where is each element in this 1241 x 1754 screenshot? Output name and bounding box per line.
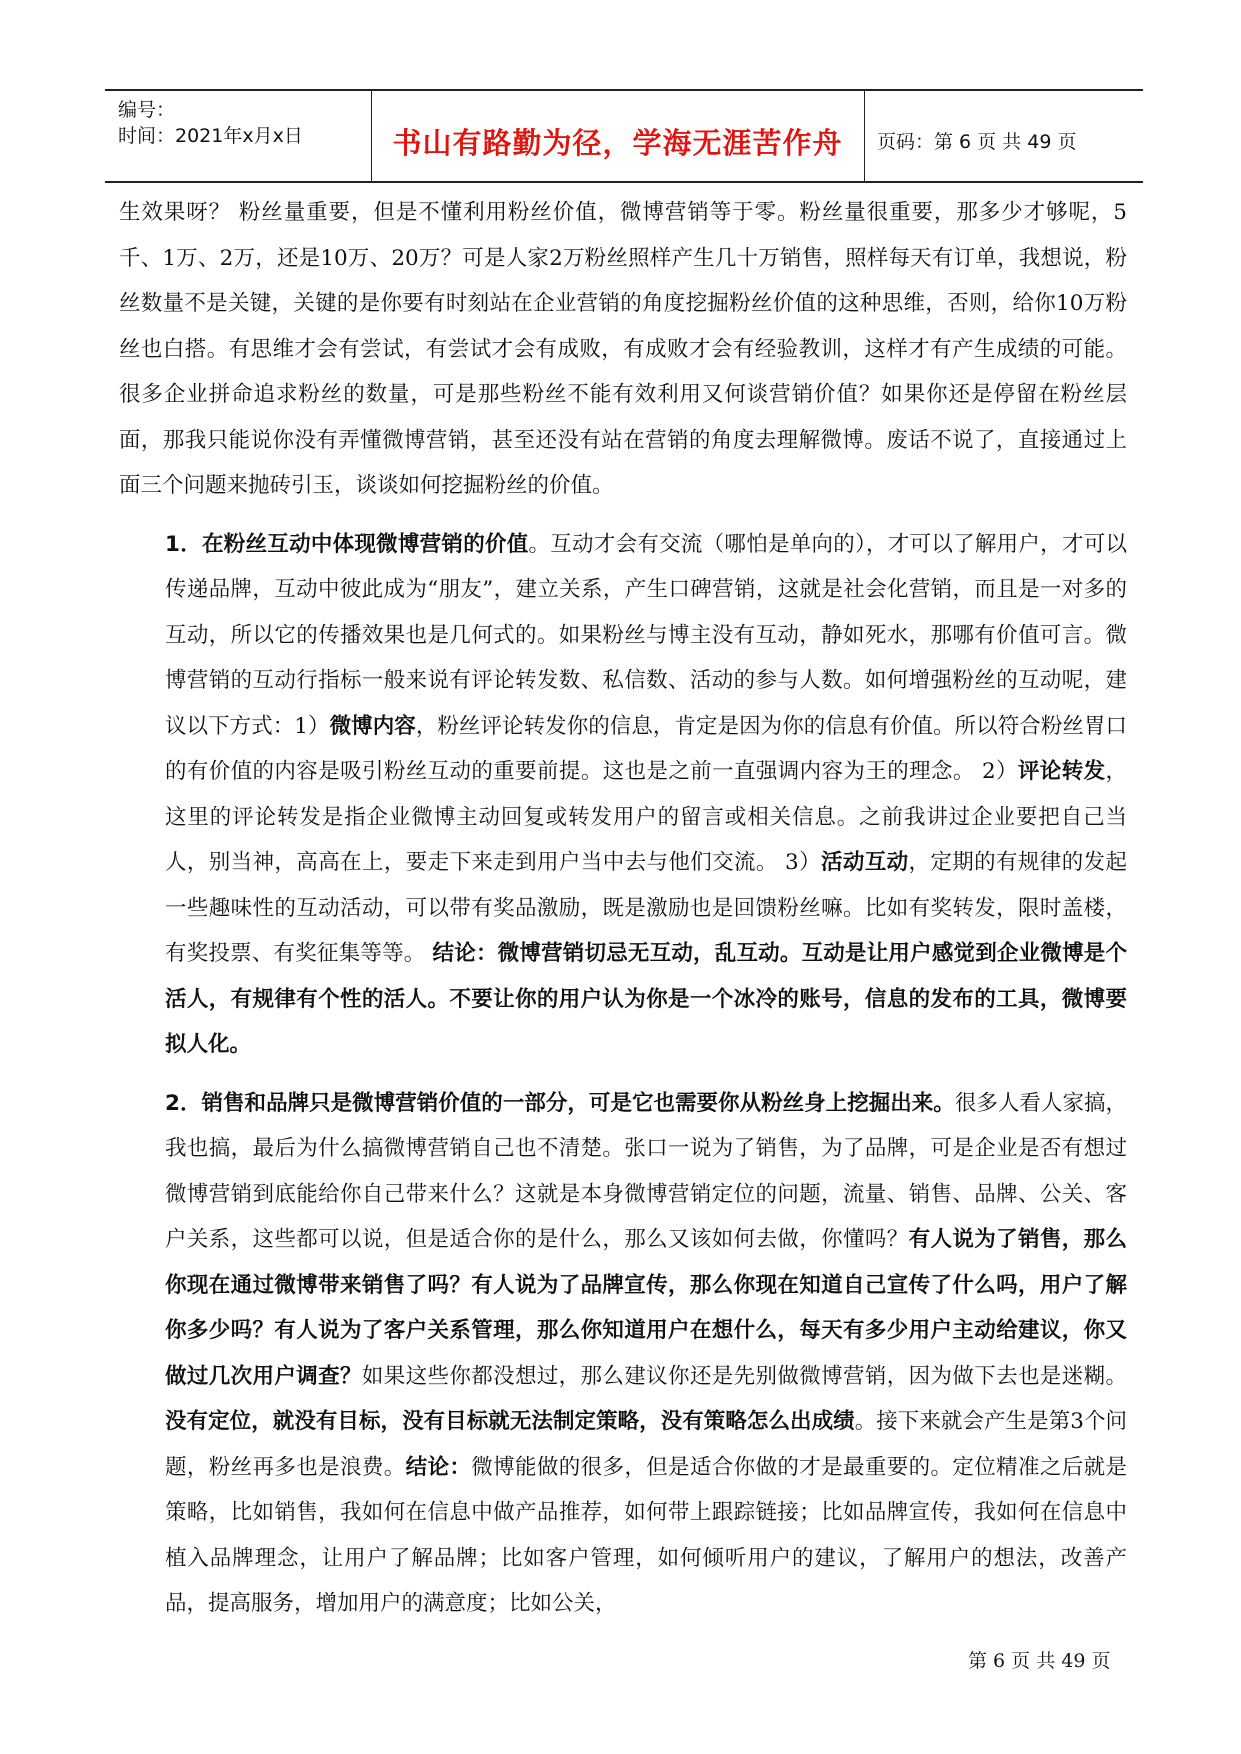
bold-text-run: 结论： bbox=[405, 1454, 472, 1480]
document-time-label: 时间：2021年x月x日 bbox=[118, 125, 303, 147]
header-page-cell bbox=[864, 91, 1143, 181]
paragraph-point-2 bbox=[119, 1081, 1127, 1627]
header-motto-cell bbox=[371, 91, 865, 181]
text-run: ，这里的评论转发是指企业微博主动回复或转发用户的留言或相关信息。之前我讲过企业要把自己当人，别当神，高高在上，要走下来走到用户当中去与他们交流。 3） bbox=[165, 759, 1127, 875]
page-header bbox=[105, 89, 1143, 183]
text-run: 微博能做的很多，但是适合你做的才是最重要的。定位精准之后就是策略，比如销售，我如何在信息中做产品推荐，如何带上跟踪链接；比如品牌宣传，我如何在信息中植入品牌理念，让用户了解品牌；比如客户管理，如何倾听用户的建议，了解用户的想法，改善产品，提高服务，增加用户的满意度；比如公关， bbox=[165, 1454, 1127, 1616]
text-run: 生效果呀？ 粉丝量重要，但是不懂利用粉丝价值，微博营销等于零。粉丝量很重要，那多少才够呢，5千、1万、2万，还是10万、20万？可是人家2万粉丝照样产生几十万销售，照样每天有订单，我想说，粉丝数量不是关键，关键的是你要有时刻站在企业营销的角度挖掘粉丝价值的这种思维，否则，给你10万粉丝也白搭。有思维才会有尝试，有尝试才会有成败，有成败才会有经验教训，这样才有产生成绩的可能。很多企业拼命追求粉丝的数量，可是那些粉丝不能有效利用又何谈营销价值？如果你还是停留在粉丝层面，那我只能说你没有弄懂微博营销，甚至还没有站在营销的角度去理解微博。废话不说了，直接通过上面三个问题来抛砖引玉，谈谈如何挖掘粉丝的价值。 bbox=[119, 200, 1127, 498]
bold-text-run: 微博内容 bbox=[329, 713, 416, 739]
text-run: ，粉丝评论转发你的信息，肯定是因为你的信息有价值。所以符合粉丝胃口的有价值的内容是吸引粉丝互动的重要前提。这也是之前一直强调内容为王的理念。 2） bbox=[165, 713, 1127, 784]
text-run: 。互动才会有交流（哪怕是单向的），才可以了解用户，才可以传递品牌，互动中彼此成为“朋友”，建立关系，产生口碑营销，这就是社会化营销，而且是一对多的互动，所以它的传播效果也是几何式的。如果粉丝与博主没有互动，静如死水，那哪有价值可言。微博营销的互动行指标一般来说有评论转发数、私信数、活动的参与人数。如何增强粉丝的互动呢，建议以下方式：1） bbox=[165, 531, 1127, 739]
bold-text-run: 活动互动 bbox=[820, 850, 909, 875]
bold-text-run: 2．销售和品牌只是微博营销价值的一部分，可是它也需要你从粉丝身上挖掘出来。 bbox=[165, 1090, 955, 1116]
bold-text-run: 1．在粉丝互动中体现微博营销的价值 bbox=[165, 531, 529, 557]
document-number-label: 编号： bbox=[118, 99, 176, 121]
header-meta-cell bbox=[105, 91, 372, 181]
bold-text-run: 有人说为了销售，那么你现在通过微博带来销售了吗？有人说为了品牌宣传，那么你现在知道自己宣传了什么吗，用户了解你多少吗？有人说为了客户关系管理，那么你知道用户在想什么，每天有多少用户主动给建议，你又做过几次用户调查？ bbox=[165, 1227, 1127, 1389]
text-run: ，定期的有规律的发起一些趣味性的互动活动，可以带有奖品激励，既是激励也是回馈粉丝嘛。比如有奖转发，限时盖楼，有奖投票、有奖征集等等。 bbox=[165, 850, 1127, 966]
bold-text-run: 评论转发 bbox=[1017, 759, 1106, 784]
header-motto: 书山有路勤为径，学海无涯苦作舟 bbox=[392, 126, 843, 160]
text-run: 如果这些你都没想过，那么建议你还是先别做微博营销，因为做下去也是迷糊。 bbox=[361, 1363, 1127, 1389]
bold-text-run: 没有定位，就没有目标，没有目标就无法制定策略，没有策略怎么出成绩 bbox=[165, 1409, 855, 1434]
paragraph-point-1 bbox=[119, 522, 1127, 1068]
header-page-code: 页码：第 6 页 共 49 页 bbox=[877, 131, 1077, 153]
text-run: 很多人看人家搞，我也搞，最后为什么搞微博营销自己也不清楚。张口一说为了销售，为了品牌，可是企业是否有想过微博营销到底能给你自己带来什么？这就是本身微博营销定位的问题，流量、销售、品牌、公关、客户关系，这些都可以说，但是适合你的是什么，那么又该如何去做，你懂吗？ bbox=[165, 1090, 1127, 1252]
bold-text-run: 结论：微博营销切忌无互动，乱互动。互动是让用户感觉到企业微博是个活人，有规律有个性的活人。不要让你的用户认为你是一个冰冷的账号，信息的发布的工具，微博要拟人化。 bbox=[165, 941, 1127, 1057]
page-footer: 第 6 页 共 49 页 bbox=[968, 1650, 1111, 1672]
text-run: 。接下来就会产生是第3个问题，粉丝再多也是浪费。 bbox=[165, 1409, 1127, 1480]
document-body bbox=[119, 190, 1127, 1627]
paragraph-intro bbox=[119, 190, 1127, 509]
